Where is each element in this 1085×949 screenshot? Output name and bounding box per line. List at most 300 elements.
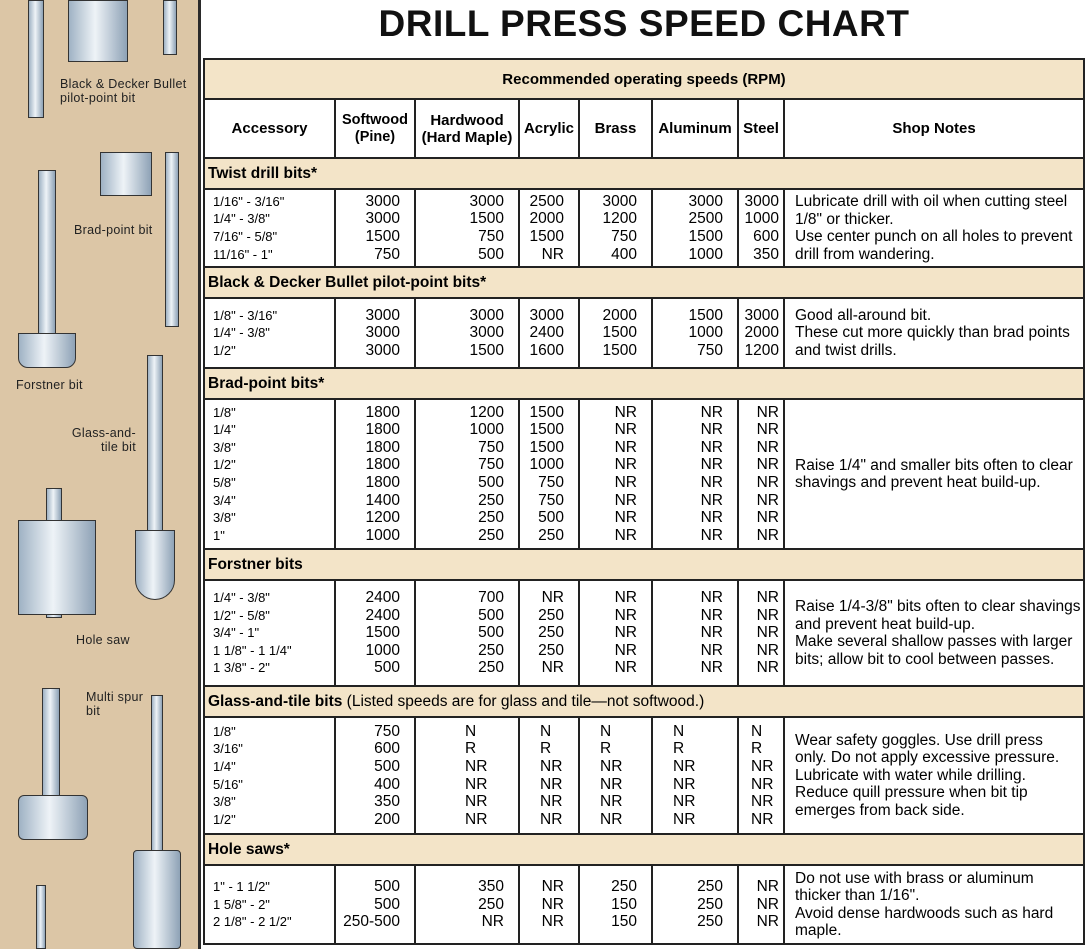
- speed-value: 250: [478, 641, 504, 659]
- speed-value: NR: [700, 491, 723, 509]
- speed-value: 1500: [529, 438, 564, 456]
- speed-cell-steel: [738, 865, 784, 944]
- speed-cell-steel: [738, 717, 784, 834]
- speed-cell-hardwood: [415, 717, 519, 834]
- speed-value: 250: [538, 624, 564, 642]
- section-header-row: [204, 686, 1084, 717]
- speed-value: NR: [600, 757, 623, 775]
- speed-value: NR: [756, 491, 779, 509]
- shop-note-line: emerges from back side.: [795, 801, 965, 819]
- shop-note-line: and twist drills.: [795, 341, 897, 359]
- speed-value: NR: [756, 509, 779, 527]
- speed-value: 1800: [365, 474, 400, 491]
- column-header-acrylic: Acrylic: [519, 99, 579, 158]
- section-data-row: [204, 399, 1084, 549]
- size-value: 1/4" - 3/8": [213, 325, 270, 341]
- size-value: 1/2": [213, 342, 236, 358]
- speed-value: 3000: [365, 341, 400, 359]
- size-value: 1/2" - 5/8": [213, 607, 270, 623]
- speed-value: 1500: [602, 341, 637, 359]
- speed-value: 350: [478, 878, 504, 896]
- speed-value: NR: [481, 913, 504, 931]
- speed-value: NR: [541, 895, 564, 913]
- shop-note-line: 1/8" or thicker.: [795, 210, 894, 228]
- shop-notes: [784, 580, 1084, 686]
- speed-value: 1800: [365, 456, 400, 474]
- speed-value: 2400: [365, 589, 400, 607]
- speed-value: N: [465, 722, 477, 740]
- section-title: [204, 368, 1084, 399]
- speed-value: 3000: [365, 192, 400, 210]
- speed-value: 1800: [365, 403, 400, 421]
- section-name: Hole saws*: [208, 840, 290, 858]
- illustration-sidebar: [0, 0, 201, 949]
- size-value: 1": [213, 527, 225, 543]
- speed-value: 3000: [365, 306, 400, 324]
- speed-value: R: [600, 740, 612, 758]
- speed-value: NR: [614, 509, 637, 527]
- speed-value: 700: [478, 589, 504, 607]
- speed-value: NR: [751, 757, 774, 775]
- speed-value: 1500: [602, 324, 637, 342]
- speed-value: 500: [478, 245, 504, 263]
- spade-bit-image: [151, 695, 163, 855]
- speed-value: 1500: [688, 228, 723, 245]
- speed-value: 750: [478, 438, 504, 456]
- size-value: 5/8": [213, 475, 236, 490]
- speed-value: 1000: [365, 526, 400, 544]
- speed-value: NR: [540, 775, 563, 793]
- speed-value: 250: [478, 526, 504, 544]
- speed-value: 500: [374, 895, 400, 913]
- speed-value: 1200: [469, 403, 504, 421]
- label-glass-tile: Glass-and-tile bit: [71, 426, 136, 454]
- speed-value: 1000: [529, 456, 564, 474]
- speed-value: NR: [614, 589, 637, 607]
- shop-note-line: Use center punch on all holes to prevent: [795, 228, 1073, 245]
- size-value: 1 5/8" - 2": [213, 896, 270, 912]
- speed-value: NR: [756, 456, 779, 474]
- speed-value: NR: [673, 793, 696, 811]
- shop-notes: [784, 189, 1084, 267]
- shop-note-line: and prevent heat build-up.: [795, 615, 976, 633]
- speed-value: 1500: [469, 341, 504, 359]
- shop-notes: [784, 717, 1084, 834]
- speed-value: NR: [700, 403, 723, 421]
- speed-cell-softwood: [335, 580, 415, 686]
- speed-cell-aluminum: [652, 580, 738, 686]
- section-header-row: [204, 267, 1084, 298]
- size-value: 1/16" - 3/16": [213, 193, 285, 209]
- speed-value: 1200: [602, 210, 637, 228]
- shop-note-line: shavings and prevent heat build-up.: [795, 474, 1041, 491]
- size-value: 1 1/8" - 1 1/4": [213, 642, 292, 658]
- section-title: [204, 549, 1084, 580]
- speed-value: NR: [614, 606, 637, 624]
- speed-value: 2500: [688, 210, 723, 228]
- speed-value: NR: [465, 775, 488, 793]
- speed-value: 2000: [744, 324, 779, 342]
- speed-value: NR: [700, 589, 723, 607]
- column-header-steel: Steel: [738, 99, 784, 158]
- section-title: [204, 267, 1084, 298]
- speed-value: 250: [697, 913, 723, 931]
- speed-value: NR: [614, 403, 637, 421]
- speed-value: 600: [374, 740, 400, 758]
- section-note: (Listed speeds are for glass and tile—not softwood.): [342, 692, 705, 710]
- speed-cell-brass: [579, 189, 652, 267]
- size-value: 2 1/8" - 2 1/2": [213, 914, 292, 930]
- shop-note-line: Lubricate drill with oil when cutting steel: [795, 193, 1068, 210]
- speed-cell-brass: [579, 399, 652, 549]
- speed-cell-steel: [738, 298, 784, 368]
- speed-value: 1500: [529, 228, 564, 245]
- speed-value: 150: [611, 895, 637, 913]
- speed-cell-softwood: [335, 717, 415, 834]
- speed-value: NR: [756, 474, 779, 491]
- speed-value: 500: [374, 878, 400, 896]
- speed-value: 750: [697, 341, 723, 359]
- speed-value: 1500: [469, 210, 504, 228]
- section-data-row: [204, 865, 1084, 944]
- table-subtitle: Recommended operating speeds (RPM): [204, 59, 1084, 99]
- hole-saw-image: [18, 520, 96, 615]
- accessory-sizes: [204, 580, 335, 686]
- size-value: 3/16": [213, 741, 243, 757]
- section-data-row: [204, 717, 1084, 834]
- pilot-point-bit-image: [28, 0, 44, 118]
- speed-value: 250: [538, 606, 564, 624]
- speed-cell-acrylic: [519, 580, 579, 686]
- size-value: 5/16": [213, 776, 243, 792]
- shop-note-line: bits; allow bit to cool between passes.: [795, 650, 1055, 668]
- shop-note-line: Raise 1/4-3/8" bits often to clear shavings: [795, 598, 1081, 615]
- section-header-row: [204, 368, 1084, 399]
- page-title: DRILL PRESS SPEED CHART: [378, 3, 910, 44]
- speed-cell-softwood: [335, 865, 415, 944]
- speed-value: 150: [611, 913, 637, 931]
- speed-cell-aluminum: [652, 189, 738, 267]
- label-hole-saw: Hole saw: [76, 633, 130, 647]
- speed-cell-hardwood: [415, 580, 519, 686]
- speed-value: NR: [700, 509, 723, 527]
- speed-value: 250: [538, 526, 564, 544]
- speed-cell-hardwood: [415, 298, 519, 368]
- speed-value: 1000: [688, 245, 723, 263]
- accessory-sizes: [204, 399, 335, 549]
- speed-cell-brass: [579, 298, 652, 368]
- speed-value: 3000: [688, 192, 723, 210]
- speed-value: 2400: [529, 324, 564, 342]
- speed-value: 250: [478, 491, 504, 509]
- section-name: Black & Decker Bullet pilot-point bits*: [208, 273, 487, 291]
- column-header-hardwood: Hardwood (Hard Maple): [415, 99, 519, 158]
- column-header-softwood: Softwood (Pine): [335, 99, 415, 158]
- speed-value: R: [751, 740, 763, 758]
- accessory-sizes: [204, 865, 335, 944]
- speed-value: NR: [756, 589, 779, 607]
- speed-value: 2500: [529, 192, 564, 210]
- speed-cell-brass: [579, 865, 652, 944]
- speed-chart: [203, 0, 1085, 945]
- speed-cell-aluminum: [652, 298, 738, 368]
- column-header-shop-notes: Shop Notes: [784, 99, 1084, 158]
- size-value: 1/4" - 3/8": [213, 590, 270, 606]
- speed-value: NR: [540, 793, 563, 811]
- size-value: 1/8": [213, 723, 236, 739]
- speed-value: 250: [697, 895, 723, 913]
- speed-value: NR: [465, 757, 488, 775]
- speed-value: NR: [540, 757, 563, 775]
- speed-value: 500: [374, 659, 400, 677]
- speed-value: NR: [614, 659, 637, 677]
- speed-value: NR: [700, 659, 723, 677]
- speed-value: 3000: [744, 306, 779, 324]
- speed-value: 350: [753, 245, 779, 263]
- brad-point-bit-image: [165, 152, 179, 327]
- speed-value: 500: [478, 606, 504, 624]
- speed-value: 250-500: [343, 913, 400, 931]
- speed-value: 200: [374, 810, 400, 828]
- speed-value: NR: [614, 456, 637, 474]
- speed-value: 500: [478, 474, 504, 491]
- speed-value: NR: [541, 878, 564, 896]
- speed-value: 3000: [365, 210, 400, 228]
- speed-value: 1800: [365, 421, 400, 439]
- size-value: 3/8": [213, 439, 236, 455]
- speed-value: 750: [478, 456, 504, 474]
- size-value: 1/8": [213, 404, 236, 420]
- speed-value: R: [673, 740, 685, 758]
- speed-value: NR: [541, 659, 564, 677]
- speed-cell-acrylic: [519, 865, 579, 944]
- section-title: [204, 834, 1084, 865]
- label-multi-spur: Multi spur bit: [86, 690, 144, 718]
- speed-value: 250: [478, 659, 504, 677]
- shop-note-line: Reduce quill pressure when bit tip: [795, 784, 1028, 802]
- speed-value: NR: [600, 775, 623, 793]
- speed-value: 1000: [744, 210, 779, 228]
- speed-value: NR: [673, 775, 696, 793]
- column-header-aluminum: Aluminum: [652, 99, 738, 158]
- label-pilot-point: Black & Decker Bullet pilot-point bit: [60, 77, 187, 105]
- speed-cell-aluminum: [652, 865, 738, 944]
- speed-value: 400: [374, 775, 400, 793]
- speed-cell-aluminum: [652, 399, 738, 549]
- speed-value: R: [540, 740, 552, 758]
- shop-note-line: thicker than 1/16".: [795, 887, 920, 904]
- speed-value: NR: [673, 810, 696, 828]
- speed-value: NR: [465, 810, 488, 828]
- speed-value: 3000: [365, 324, 400, 342]
- speed-value: 1000: [688, 324, 723, 342]
- size-value: 3/4" - 1": [213, 625, 260, 641]
- size-value: 1/2": [213, 457, 236, 473]
- speed-value: 500: [478, 624, 504, 642]
- speed-cell-aluminum: [652, 717, 738, 834]
- speed-table: [203, 58, 1085, 945]
- accessory-sizes: [204, 298, 335, 368]
- speed-cell-steel: [738, 399, 784, 549]
- size-value: 1/4" - 3/8": [213, 211, 270, 227]
- glass-tile-bit-image: [147, 355, 163, 535]
- speed-cell-brass: [579, 717, 652, 834]
- speed-cell-hardwood: [415, 865, 519, 944]
- size-value: 1" - 1 1/2": [213, 879, 270, 895]
- speed-value: 3000: [529, 306, 564, 324]
- speed-cell-acrylic: [519, 717, 579, 834]
- column-header-brass: Brass: [579, 99, 652, 158]
- speed-value: NR: [540, 810, 563, 828]
- label-brad-point: Brad-point bit: [74, 223, 153, 237]
- section-name: Forstner bits: [208, 555, 303, 573]
- shop-note-line: Raise 1/4" and smaller bits often to clear: [795, 456, 1073, 474]
- shop-notes: [784, 298, 1084, 368]
- spade-bit-image: [133, 850, 181, 949]
- speed-value: NR: [756, 624, 779, 642]
- shop-note-line: These cut more quickly than brad points: [795, 324, 1070, 342]
- forstner-bit-image: [18, 333, 76, 368]
- speed-cell-acrylic: [519, 399, 579, 549]
- speed-cell-steel: [738, 189, 784, 267]
- size-value: 1/4": [213, 758, 236, 774]
- speed-value: 1800: [365, 438, 400, 456]
- speed-value: 3000: [469, 306, 504, 324]
- label-forstner: Forstner bit: [16, 378, 83, 392]
- bit-image: [36, 885, 46, 949]
- speed-value: 500: [538, 509, 564, 527]
- speed-value: NR: [614, 474, 637, 491]
- speed-value: 250: [538, 641, 564, 659]
- speed-value: 750: [611, 228, 637, 245]
- size-value: 11/16" - 1": [213, 246, 273, 262]
- section-name: Glass-and-tile bits: [208, 692, 343, 710]
- speed-value: NR: [756, 403, 779, 421]
- speed-value: 250: [478, 509, 504, 527]
- speed-value: NR: [541, 913, 564, 931]
- speed-value: NR: [756, 913, 779, 931]
- speed-value: NR: [756, 526, 779, 544]
- column-header-accessory: Accessory: [204, 99, 335, 158]
- speed-value: 750: [538, 491, 564, 509]
- speed-value: NR: [751, 810, 774, 828]
- speed-value: 2000: [602, 306, 637, 324]
- speed-cell-brass: [579, 580, 652, 686]
- speed-value: 400: [611, 245, 637, 263]
- size-value: 3/8": [213, 794, 236, 810]
- speed-cell-hardwood: [415, 399, 519, 549]
- speed-value: N: [751, 722, 763, 740]
- speed-value: NR: [756, 641, 779, 659]
- size-value: 7/16" - 5/8": [213, 229, 278, 244]
- speed-value: N: [673, 722, 685, 740]
- section-header-row: [204, 834, 1084, 865]
- speed-value: 1000: [365, 641, 400, 659]
- speed-cell-acrylic: [519, 189, 579, 267]
- speed-value: 250: [697, 878, 723, 896]
- speed-value: NR: [756, 878, 779, 896]
- speed-cell-softwood: [335, 189, 415, 267]
- speed-value: NR: [600, 810, 623, 828]
- bit-image: [163, 0, 177, 55]
- speed-value: 1500: [529, 421, 564, 439]
- speed-value: N: [600, 722, 612, 740]
- speed-value: 1000: [469, 421, 504, 439]
- speed-value: 250: [611, 878, 637, 896]
- speed-value: NR: [700, 474, 723, 491]
- speed-value: NR: [756, 895, 779, 913]
- speed-value: NR: [614, 526, 637, 544]
- speed-value: 1200: [744, 341, 779, 359]
- speed-cell-softwood: [335, 298, 415, 368]
- shop-notes: [784, 865, 1084, 944]
- brad-point-bit-image: [100, 152, 152, 196]
- speed-value: 1400: [365, 491, 400, 509]
- speed-value: NR: [614, 438, 637, 456]
- speed-value: 3000: [602, 192, 637, 210]
- speed-value: 250: [478, 895, 504, 913]
- size-value: 1/8" - 3/16": [213, 307, 278, 323]
- speed-value: NR: [614, 624, 637, 642]
- speed-value: NR: [700, 526, 723, 544]
- speed-value: NR: [700, 606, 723, 624]
- shop-note-line: Wear safety goggles. Use drill press: [795, 731, 1043, 749]
- shop-note-line: Do not use with brass or aluminum: [795, 869, 1034, 887]
- size-value: 3/8": [213, 510, 236, 526]
- speed-value: R: [465, 740, 477, 758]
- forstner-bit-image: [38, 170, 56, 335]
- speed-value: 1600: [529, 341, 564, 359]
- section-header-row: [204, 549, 1084, 580]
- section-data-row: [204, 298, 1084, 368]
- speed-value: 2400: [365, 606, 400, 624]
- multi-spur-bit-image: [42, 688, 60, 798]
- section-data-row: [204, 580, 1084, 686]
- speed-value: NR: [756, 659, 779, 677]
- section-header-row: [204, 158, 1084, 189]
- speed-cell-hardwood: [415, 189, 519, 267]
- speed-value: 3000: [744, 192, 779, 210]
- accessory-sizes: [204, 717, 335, 834]
- shop-note-line: drill from wandering.: [795, 245, 935, 263]
- speed-value: NR: [700, 438, 723, 456]
- speed-value: 1500: [365, 228, 400, 245]
- speed-value: NR: [614, 491, 637, 509]
- speed-value: 3000: [469, 192, 504, 210]
- size-value: 1 3/8" - 2": [213, 660, 270, 676]
- bit-image: [68, 0, 128, 62]
- section-name: Twist drill bits*: [208, 164, 318, 182]
- speed-cell-steel: [738, 580, 784, 686]
- speed-value: NR: [614, 421, 637, 439]
- speed-value: 600: [753, 228, 779, 245]
- speed-value: NR: [614, 641, 637, 659]
- speed-value: NR: [700, 624, 723, 642]
- speed-value: NR: [541, 589, 564, 607]
- shop-note-line: Lubricate with water while drilling.: [795, 766, 1026, 784]
- speed-value: NR: [600, 793, 623, 811]
- speed-value: NR: [751, 775, 774, 793]
- speed-value: NR: [700, 456, 723, 474]
- speed-value: 3000: [469, 324, 504, 342]
- speed-value: NR: [751, 793, 774, 811]
- speed-cell-acrylic: [519, 298, 579, 368]
- glass-tile-bit-image: [135, 530, 175, 600]
- section-data-row: [204, 189, 1084, 267]
- shop-note-line: only. Do not apply excessive pressure.: [795, 749, 1060, 767]
- speed-value: 2000: [529, 210, 564, 228]
- speed-value: NR: [700, 421, 723, 439]
